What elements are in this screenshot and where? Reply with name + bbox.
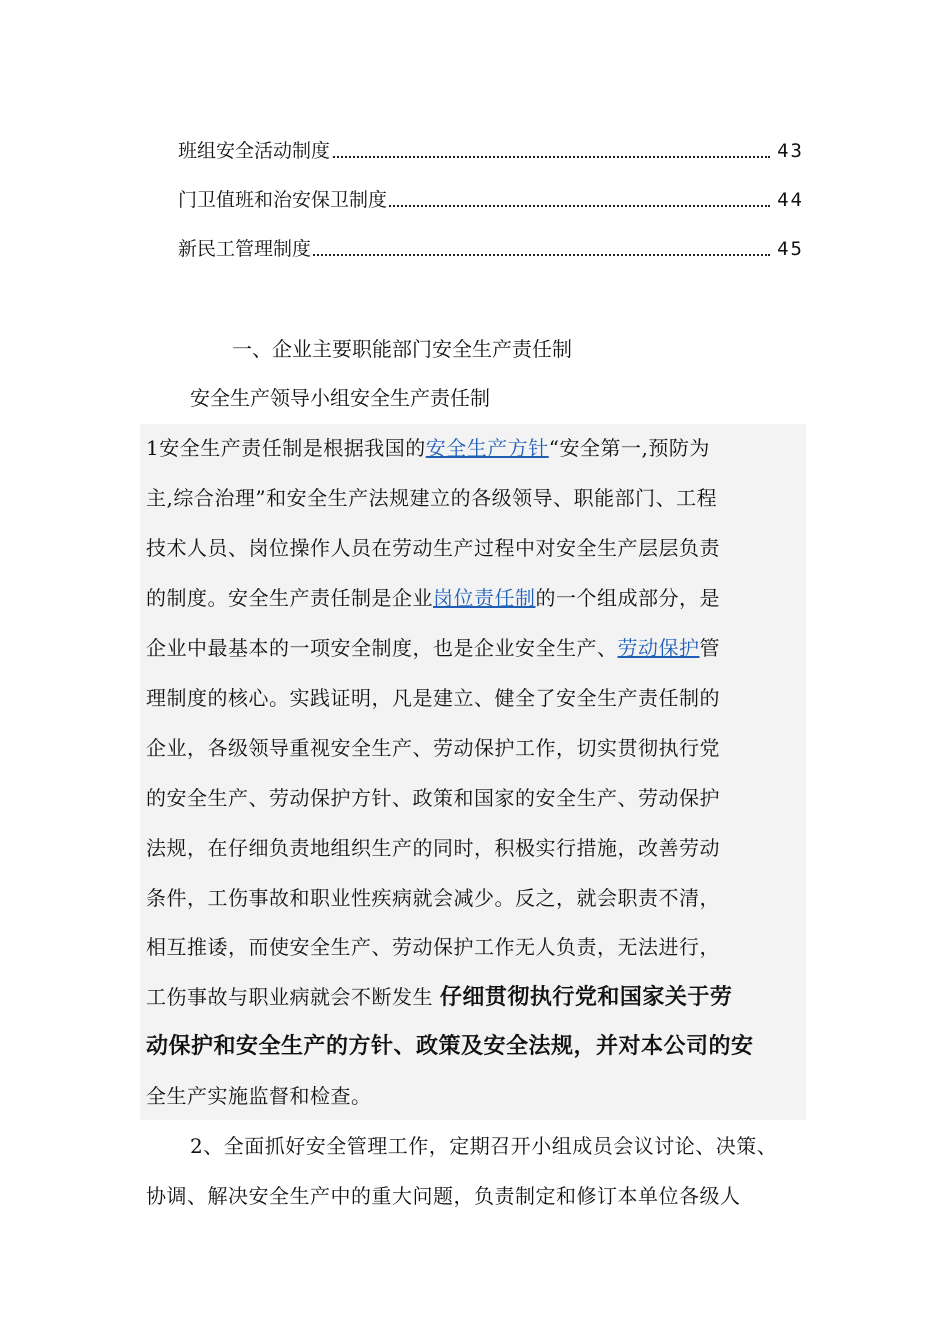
paragraph-line: 的安全生产、劳动保护方针、政策和国家的安全生产、劳动保护 [146, 786, 720, 810]
paragraph-line: 相互推诿，而使安全生产、劳动保护工作无人负责，无法进行， [146, 935, 720, 959]
paragraph-line [146, 583, 720, 613]
paragraph-text: 管 [699, 636, 720, 660]
labor-protection-link[interactable]: 劳动保护 [617, 636, 700, 660]
paragraph-text: 1安全生产责任制是根据我国的 [146, 436, 426, 460]
paragraph-line: 法规，在仔细负责地组织生产的同时，积极实行措施，改善劳动 [146, 836, 720, 860]
paragraph-line: 主,综合治理”和安全生产法规建立的各级领导、职能部门、工程 [146, 486, 718, 510]
toc-entry-page: 44 [777, 189, 804, 211]
toc-entry[interactable] [178, 234, 804, 264]
paragraph-line [146, 433, 710, 463]
toc-entry-page: 45 [777, 238, 804, 260]
toc-entry-title: 班组安全活动制度 [178, 136, 332, 166]
paragraph-text: 企业中最基本的一项安全制度，也是企业安全生产、 [146, 636, 618, 660]
paragraph-line: 动保护和安全生产的方针、政策及安全法规，并对本公司的安 [146, 1033, 754, 1059]
paragraph-line: 企业，各级领导重视安全生产、劳动保护工作，切实贯彻执行党 [146, 736, 720, 760]
paragraph-line: 条件，工伤事故和职业性疾病就会减少。反之，就会职责不清， [146, 886, 720, 910]
toc-entry[interactable] [178, 136, 804, 166]
paragraph-text: “安全第一,预防为 [548, 436, 710, 460]
paragraph-text: 工伤事故与职业病就会不断发生 [146, 985, 440, 1009]
shaded-paragraph-background [140, 424, 806, 1120]
toc-entry-title: 新民工管理制度 [178, 234, 313, 264]
job-responsibility-link[interactable]: 岗位责任制 [433, 586, 536, 610]
paragraph-line: 协调、解决安全生产中的重大问题，负责制定和修订本单位各级人 [146, 1184, 741, 1208]
paragraph-text-emphasis: 仔细贯彻执行党和国家关于劳 [439, 984, 733, 1010]
toc-entry-title: 门卫值班和治安保卫制度 [178, 185, 389, 215]
toc-entry-page: 43 [777, 140, 804, 162]
paragraph-text: 的制度。安全生产责任制是企业 [146, 586, 433, 610]
toc-entry[interactable] [178, 185, 804, 215]
paragraph-text: 的一个组成部分，是 [535, 586, 720, 610]
paragraph-line: 全生产实施监督和检查。 [146, 1084, 372, 1108]
paragraph-line: 2、全面抓好安全管理工作，定期召开小组成员会议讨论、决策、 [190, 1134, 778, 1158]
paragraph-line: 理制度的核心。实践证明，凡是建立、健全了安全生产责任制的 [146, 686, 720, 710]
paragraph-line [146, 633, 720, 663]
paragraph-line: 技术人员、岗位操作人员在劳动生产过程中对安全生产层层负责 [146, 536, 720, 560]
sub-heading: 安全生产领导小组安全生产责任制 [190, 386, 490, 410]
safety-policy-link[interactable]: 安全生产方针 [425, 436, 549, 460]
section-heading: 一、企业主要职能部门安全生产责任制 [232, 337, 572, 361]
paragraph-line [146, 982, 732, 1012]
